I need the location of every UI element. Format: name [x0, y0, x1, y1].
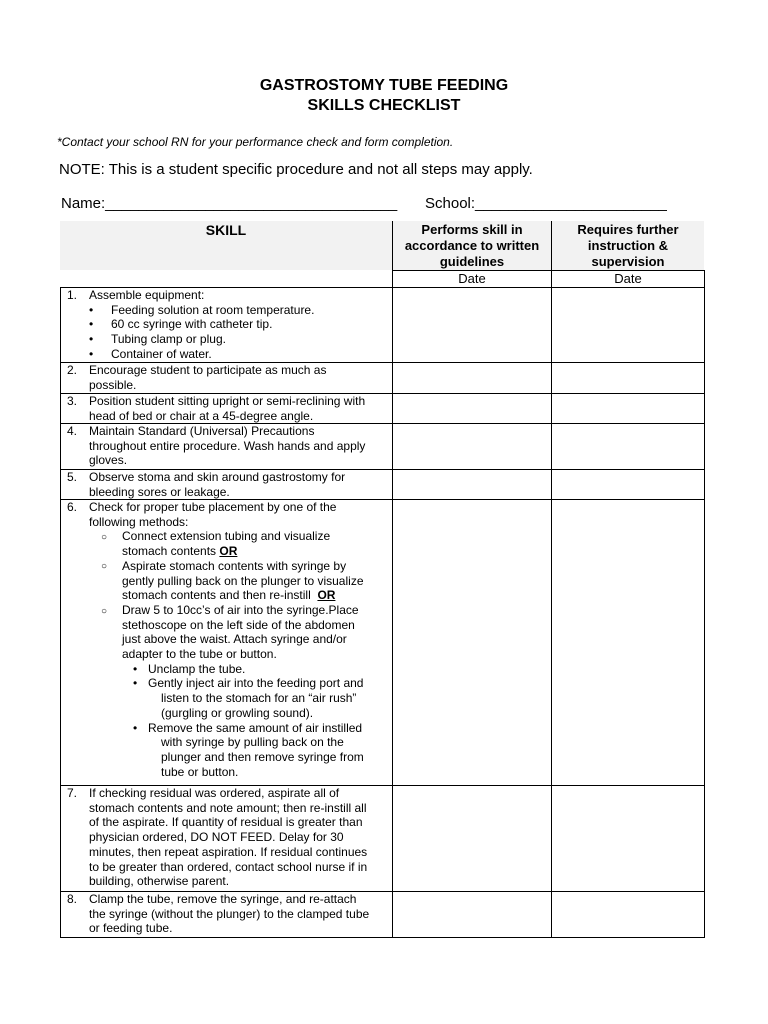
- step-number: 6.: [67, 500, 78, 514]
- step-number: 1.: [67, 288, 78, 302]
- divider: [392, 287, 393, 937]
- divider: [60, 937, 705, 938]
- step-text: Position student sitting upright or semi-reclining with head of bed or chair at a 45-degree angle.: [89, 394, 366, 423]
- step-text: Observe stoma and skin around gastrostomy for bleeding sores or leakage.: [89, 470, 346, 499]
- step-text: Maintain Standard (Universal) Precautions throughout entire procedure. Wash hands and apply gloves.: [89, 424, 366, 468]
- divider: [704, 270, 705, 287]
- circle-bullet-icon: ○: [101, 605, 108, 617]
- divider: [60, 287, 61, 937]
- step-number: 3.: [67, 394, 78, 408]
- method-option: Aspirate stomach contents with syringe by gently pulling back on the plunger to visualize stomach contents and then re-instill OR: [122, 558, 364, 603]
- date-header-requires: Date: [614, 271, 642, 286]
- step-number: 7.: [67, 786, 78, 800]
- sub-step: Gently inject air into the feeding port and listen to the stomach for an “air rush” (gurgling or growling sound).: [148, 676, 364, 720]
- circle-bullet-icon: ○: [101, 532, 108, 543]
- step-number: 8.: [67, 892, 78, 906]
- document-title-line2: SKILLS CHECKLIST: [307, 97, 461, 114]
- equipment-item: Container of water.: [111, 346, 212, 361]
- circle-bullet-icon: ○: [101, 561, 108, 573]
- divider: [704, 287, 705, 937]
- name-field[interactable]: Name:___________________________________: [61, 195, 398, 212]
- divider: [392, 270, 704, 271]
- school-field[interactable]: School:_______________________: [425, 195, 667, 212]
- method-option: Draw 5 to 10cc’s of air into the syringe.Place stethoscope on the left side of the abdomen just above the waist. Attach syringe and/or adapter to the tube or button.: [122, 602, 359, 661]
- date-header-performs: Date: [458, 271, 486, 286]
- document-title-line1: GASTROSTOMY TUBE FEEDING: [259, 77, 509, 94]
- equipment-item: 60 cc syringe with catheter tip.: [111, 317, 273, 332]
- step-text: Check for proper tube placement by one of the following methods:: [89, 500, 337, 529]
- bullet-icon: •: [133, 661, 138, 676]
- sub-step: Remove the same amount of air instilled with syringe by pulling back on the plunger and then remove syringe from tube or button.: [148, 720, 364, 779]
- step-text: Clamp the tube, remove the syringe, and re-attach the syringe (without the plunger) to the clamped tube or feeding tube.: [89, 892, 370, 936]
- step-number: 5.: [67, 470, 78, 484]
- sub-step: Unclamp the tube.: [148, 661, 246, 676]
- method-option: Connect extension tubing and visualize stomach contents OR: [122, 529, 331, 559]
- divider: [551, 221, 552, 270]
- step-number: 4.: [67, 424, 78, 438]
- step-number: 2.: [67, 363, 78, 377]
- divider: [551, 270, 552, 287]
- procedure-note: NOTE: This is a student specific procedure and not all steps may apply.: [59, 161, 533, 178]
- performs-header: Performs skill in accordance to written guidelines: [404, 222, 540, 269]
- equipment-item: Feeding solution at room temperature.: [111, 302, 315, 317]
- divider: [392, 221, 393, 270]
- requires-header: Requires further instruction & supervision: [577, 222, 679, 269]
- bullet-icon: •: [89, 302, 94, 317]
- bullet-icon: •: [133, 676, 138, 691]
- divider: [551, 287, 552, 937]
- equipment-item: Tubing clamp or plug.: [111, 332, 226, 347]
- bullet-icon: •: [89, 346, 94, 361]
- bullet-icon: •: [133, 720, 138, 735]
- step-text: If checking residual was ordered, aspirate all of stomach contents and note amount; then re-instill all of the aspirate. If quantity of residual is greater than physician ordered, DO NOT FEED. Delay for 30 minutes, then repeat aspiration. If residual continues to be greater than ordered, contact school nurse if in building, otherwise parent.: [89, 786, 368, 889]
- skill-header: SKILL: [205, 222, 247, 238]
- step-text: Encourage student to participate as much as possible.: [89, 363, 327, 392]
- step-text: Assemble equipment:: [89, 288, 205, 302]
- bullet-icon: •: [89, 317, 94, 332]
- bullet-icon: •: [89, 332, 94, 347]
- divider: [392, 270, 393, 287]
- contact-note: *Contact your school RN for your performance check and form completion.: [57, 135, 454, 149]
